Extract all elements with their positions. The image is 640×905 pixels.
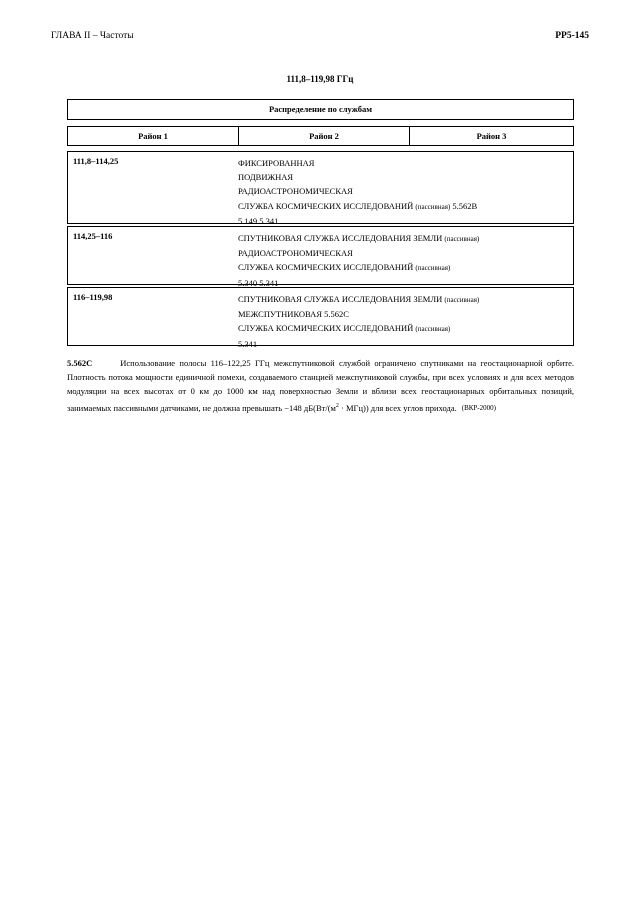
page-reference: РР5-145 [555,31,589,41]
footnote-refs: 5.149 5.341 [238,215,279,226]
allocation-header: Распределение по службам [67,99,574,120]
band-frequency: 116–119,98 [73,292,113,302]
band-frequency: 111,8–114,25 [73,156,119,166]
service-line: СПУТНИКОВАЯ СЛУЖБА ИССЛЕДОВАНИЯ ЗЕМЛИ (пассивная) [238,294,480,304]
region-3-header: Район 3 [476,131,507,141]
band-frequency: 114,25–116 [73,231,113,241]
service-line: РАДИОАСТРОНОМИЧЕСКАЯ [238,186,353,197]
page-title: 111,8–119,98 ГГц [286,74,354,84]
footnote-text-end: · МГц)) для всех углов прихода. [338,402,457,413]
service-line: СПУТНИКОВАЯ СЛУЖБА ИССЛЕДОВАНИЯ ЗЕМЛИ (пассивная) [238,233,480,243]
band-services [238,231,479,290]
band-row [67,287,574,349]
chapter-header: ГЛАВА II – Частоты [51,31,134,41]
conference-reference: (ВКР-2000) [461,404,496,413]
service-line: ФИКСИРОВАННАЯ [238,158,315,168]
band-services [238,292,479,351]
service-line: СЛУЖБА КОСМИЧЕСКИХ ИССЛЕДОВАНИЙ (пассивная) [238,262,451,273]
service-line: МЕЖСПУТНИКОВАЯ 5.562С [238,309,349,320]
footnote-refs: 5.340 5.341 [238,277,279,288]
band-row [67,226,574,288]
footnote-text: Использование полосы 116–122,25 ГГц межспутниковой службой ограничено спутниками на геостационарной орбите. Плотность потока мощности единичной помехи, создаваемого станцией межспутниковой службы, при всех условиях и для всех методов модуляции на всех высотах от 0 км до 1000 км над поверхностью Земли и вблизи всех геостационарных орбитальных позиций, занимаемых пассивными датчиками, не должна превышать −148 дБ(Вт/(м [67,358,574,413]
service-line: РАДИОАСТРОНОМИЧЕСКАЯ [238,248,353,259]
region-2-header: Район 2 [239,127,410,145]
band-services [238,156,477,228]
superscript: 2 [335,402,339,409]
region-1-header: Район 1 [68,127,239,145]
service-line: СЛУЖБА КОСМИЧЕСКИХ ИССЛЕДОВАНИЙ (пассивная) [238,323,451,334]
service-line: ПОДВИЖНАЯ [238,172,294,183]
band-row [67,151,574,224]
footnote-5-562c [67,356,574,416]
footnote-number: 5.562С [67,358,93,368]
regions-row [67,126,574,146]
footnote-refs: 5.341 [238,338,258,349]
service-line: СЛУЖБА КОСМИЧЕСКИХ ИССЛЕДОВАНИЙ (пассивная) 5.562В [238,200,478,211]
